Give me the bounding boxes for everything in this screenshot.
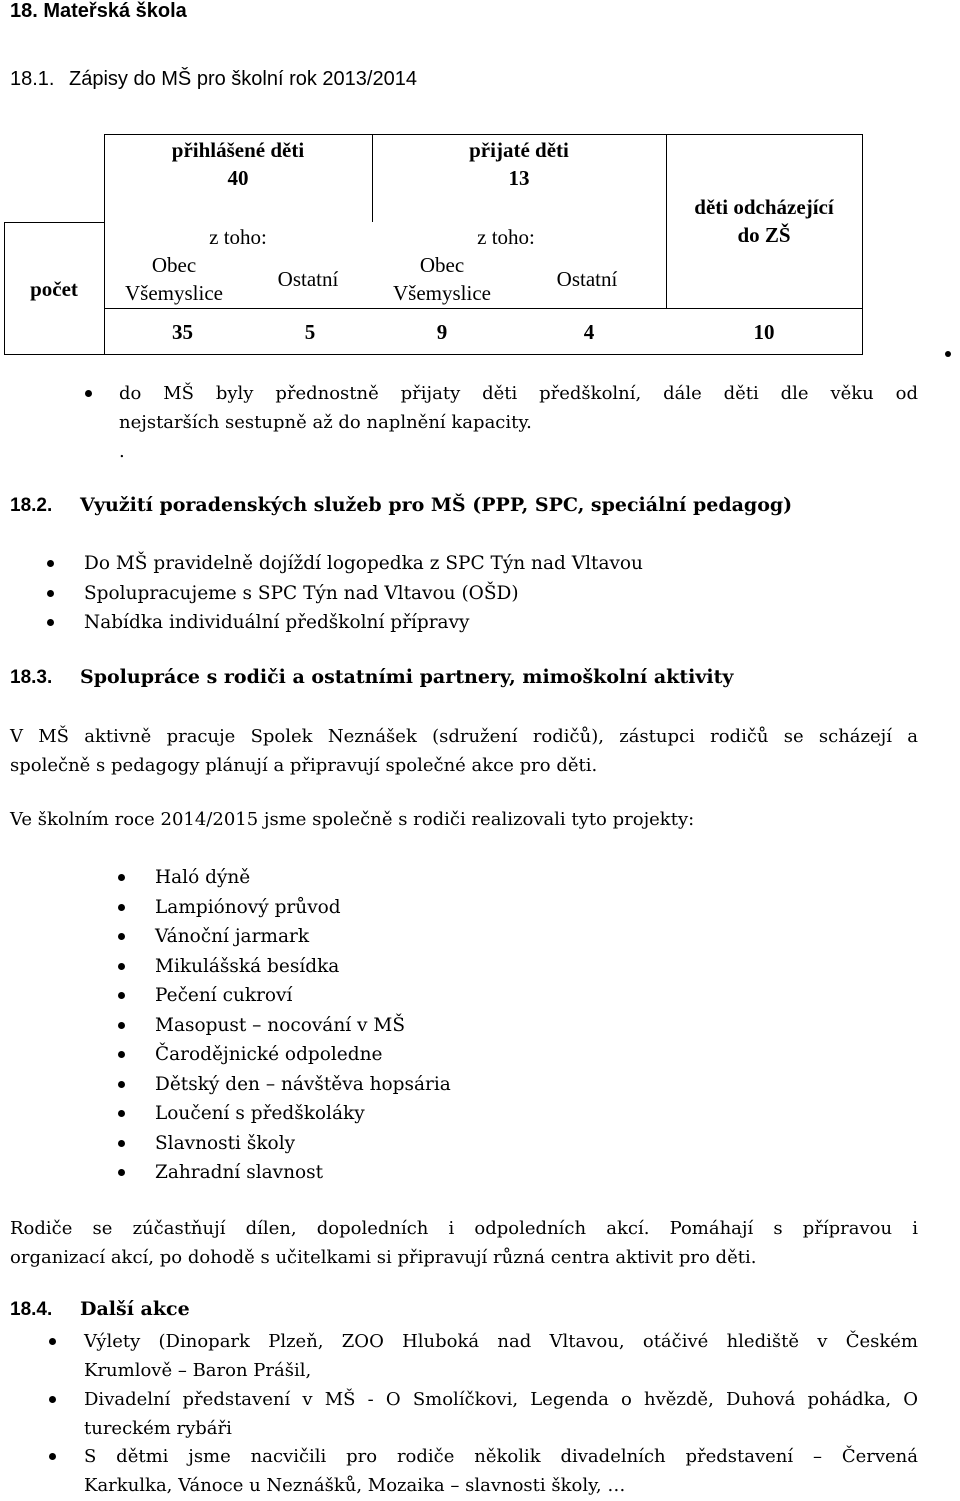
enrollment-table (4, 134, 864, 356)
paragraph-line: společně s pedagogy plánují a připravují společné akce pro děti. (10, 755, 598, 776)
note-line: . (119, 441, 125, 462)
parents-paragraph-2 (10, 1214, 918, 1272)
registered-children-value: 40 (227, 166, 249, 190)
registered-children-label: přihlášené děti (171, 138, 305, 162)
leaving-children-label-1: děti odcházející (694, 195, 834, 219)
bullet-icon (47, 590, 54, 597)
enrollment-note (119, 379, 918, 466)
obec-label-line1: Obec (151, 253, 197, 277)
bullet-icon (118, 1169, 125, 1176)
page-title: 18. Mateřská škola (10, 0, 187, 22)
accepted-children-label: přijaté děti (469, 138, 569, 162)
of-which-label: z toho: (477, 225, 535, 249)
leaving-children-label-2: do ZŠ (737, 223, 791, 247)
section-title: Zápisy do MŠ pro školní rok 2013/2014 (69, 68, 417, 90)
others-label: Ostatní (556, 267, 618, 291)
list-item: Dětský den – návštěva hopsária (155, 1070, 451, 1100)
note-line: do MŠ byly přednostně přijaty děti předškolní, dále děti dle věku od (119, 383, 918, 404)
note-line: nejstarších sestupně až do naplnění kapacity. (119, 412, 532, 433)
list-item: Masopust – nocování v MŠ (155, 1011, 451, 1041)
section-heading-enrollment (10, 68, 417, 91)
event-item: S dětmi jsme nacvičili pro rodiče několik divadelních představení – Červená Karkulka, Vánoce u Neznášků, Mozaika – slavnosti školy, … (84, 1446, 918, 1496)
list-item: Loučení s předškoláky (155, 1099, 451, 1129)
value-cell: 4 (583, 320, 595, 344)
section-heading-other-events (10, 1298, 190, 1321)
section-title: Další akce (80, 1298, 190, 1320)
parents-paragraph (10, 722, 918, 780)
section-number: 18.2. (10, 495, 53, 516)
accepted-children-value: 13 (508, 166, 530, 190)
projects-intro: Ve školním roce 2014/2015 jsme společně s rodiči realizovali tyto projekty: (10, 809, 695, 830)
section-number: 18.4. (10, 1299, 53, 1320)
paragraph-line: Rodiče se zúčastňují dílen, dopoledních i odpoledních akcí. Pomáhají s přípravou i (10, 1218, 918, 1239)
bullet-icon (118, 963, 125, 970)
event-item: Výlety (Dinopark Plzeň, ZOO Hluboká nad Vltavou, otáčivé hlediště v Českém Krumlově – Baron Prášil, (84, 1331, 918, 1381)
value-cell: 10 (753, 320, 775, 344)
bullet-icon (47, 560, 54, 567)
row-header-count: počet (30, 277, 78, 301)
bullet-icon (118, 1081, 125, 1088)
bullet-icon (118, 1140, 125, 1147)
counseling-list (84, 549, 643, 638)
bullet-icon (118, 933, 125, 940)
section-title: Spolupráce s rodiči a ostatními partnery, mimoškolní aktivity (80, 666, 734, 688)
section-heading-counseling (10, 494, 792, 517)
list-item: Haló dýně (155, 863, 451, 893)
value-cell: 9 (436, 320, 448, 344)
bullet-icon (49, 1453, 56, 1460)
bullet-icon (118, 1022, 125, 1029)
list-item: Pečení cukroví (155, 981, 451, 1011)
paragraph-line: V MŠ aktivně pracuje Spolek Neznášek (sdružení rodičů), zástupci rodičů se scházejí a (10, 726, 918, 747)
value-cell: 5 (304, 320, 316, 344)
others-label: Ostatní (277, 267, 339, 291)
bullet-icon (118, 1110, 125, 1117)
section-number: 18.3. (10, 667, 53, 688)
list-item: Vánoční jarmark (155, 922, 451, 952)
bullet-icon (118, 874, 125, 881)
section-number: 18.1. (10, 68, 55, 90)
bullet-icon (118, 904, 125, 911)
list-item: Do MŠ pravidelně dojíždí logopedka z SPC Týn nad Vltavou (84, 549, 643, 579)
list-item: Čarodějnické odpoledne (155, 1040, 451, 1070)
bullet-icon (49, 1396, 56, 1403)
obec-label-line1: Obec (419, 253, 465, 277)
list-item: Slavnosti školy (155, 1129, 451, 1159)
bullet-icon (118, 992, 125, 999)
bullet-icon (47, 619, 54, 626)
projects-list (155, 863, 451, 1188)
list-item: Mikulášská besídka (155, 952, 451, 982)
bullet-icon (118, 1051, 125, 1058)
stray-bullet-icon (945, 351, 951, 357)
obec-label-line2: Všemyslice (125, 281, 223, 305)
list-item: Zahradní slavnost (155, 1158, 451, 1188)
list-item: Lampiónový průvod (155, 893, 451, 923)
bullet-icon (49, 1338, 56, 1345)
section-heading-parents (10, 666, 733, 689)
paragraph-line: organizací akcí, po dohodě s učitelkami si připravují různá centra aktivit pro děti. (10, 1247, 757, 1268)
obec-label-line2: Všemyslice (393, 281, 491, 305)
section-title: Využití poradenských služeb pro MŠ (PPP, SPC, speciální pedagog) (80, 494, 793, 516)
event-item: Divadelní představení v MŠ - O Smolíčkovi, Legenda o hvězdě, Duhová pohádka, O tureckém rybáři (84, 1389, 918, 1439)
bullet-icon (85, 390, 92, 397)
of-which-label: z toho: (209, 225, 267, 249)
list-item: Spolupracujeme s SPC Týn nad Vltavou (OŠD) (84, 579, 643, 609)
list-item: Nabídka individuální předškolní přípravy (84, 608, 643, 638)
value-cell: 35 (172, 320, 193, 344)
